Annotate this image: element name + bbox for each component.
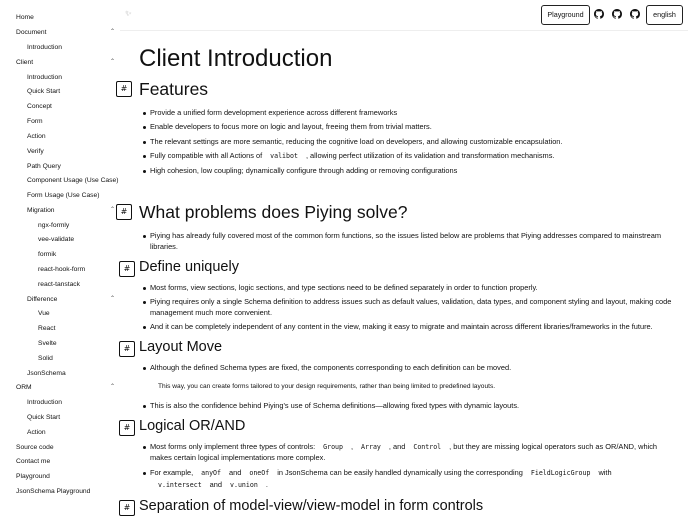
playground-button[interactable]: Playground: [541, 5, 590, 25]
sidebar-item-react-hook-form[interactable]: react-hook-form: [38, 266, 86, 273]
sidebar-item-orm-quick-start[interactable]: Quick Start: [27, 414, 61, 421]
bullet-icon: [143, 472, 146, 475]
list-item-text: , but they are missing logical operators such as OR/AND, which: [449, 442, 658, 451]
inline-code: anyOf: [201, 469, 221, 477]
inline-code: Control: [413, 443, 442, 451]
list-item-text: ,: [350, 442, 354, 451]
inline-code: FieldLogicGroup: [530, 469, 591, 477]
chevron-up-icon[interactable]: ⌃: [110, 296, 116, 302]
anchor-link-icon[interactable]: #: [116, 81, 132, 97]
sidebar-item-vue[interactable]: Vue: [38, 310, 50, 317]
list-item: Most forms, view sections, logic sections, and type sections need to be defined separately in order to function properly.: [150, 283, 538, 292]
inline-code: oneOf: [249, 469, 270, 477]
sidebar-item-component-usage[interactable]: Component Usage (Use Case): [27, 177, 119, 184]
list-item: High cohesion, low coupling; dynamically configure through adding or removing configurations: [150, 166, 458, 175]
chevron-up-icon[interactable]: ⌃: [110, 384, 116, 390]
sidebar-item-quick-start[interactable]: Quick Start: [27, 88, 61, 95]
anchor-link-icon[interactable]: #: [119, 500, 135, 516]
page-title: Client Introduction: [139, 45, 333, 72]
section-heading-features: Features: [139, 79, 209, 99]
list-item-continuation: management much more convenient.: [150, 308, 273, 317]
bullet-icon: [143, 112, 146, 115]
bullet-icon: [143, 235, 146, 238]
anchor-link-icon[interactable]: #: [116, 204, 132, 220]
sidebar-item-migration[interactable]: Migration: [27, 207, 55, 214]
bullet-icon: [143, 326, 146, 329]
sidebar-item-orm-action[interactable]: Action: [27, 429, 46, 436]
anchor-link-icon[interactable]: #: [119, 341, 135, 357]
list-item: Piying requires only a single Schema definition to address issues such as default values, validation, data types, and component styling and layout, making code: [150, 297, 672, 306]
sidebar-item-form[interactable]: Form: [27, 118, 43, 125]
chevron-up-icon[interactable]: ⌃: [110, 29, 116, 35]
chevron-up-icon[interactable]: ⌃: [110, 59, 116, 65]
list-item: Piying has already fully covered most of the common form functions, so the issues listed below are problems that Piying addresses compared to mainstream: [150, 231, 662, 240]
sidebar-item-concept[interactable]: Concept: [27, 103, 52, 110]
list-item-text: .: [265, 480, 268, 489]
list-item-text: , allowing perfect utilization of its validation and transformation mechanisms.: [305, 151, 555, 160]
section-heading-layout-move: Layout Move: [139, 339, 223, 355]
list-item: This is also the confidence behind Piying's use of Schema definitions—allowing fixed types with dynamic layouts.: [150, 401, 520, 410]
list-item-text: Fully compatible with all Actions of: [150, 151, 263, 160]
list-item-note: This way, you can create forms tailored to your design requirements, rather than being limited to predefined layouts.: [158, 383, 496, 390]
bullet-icon: [143, 367, 146, 370]
sidebar-item-document[interactable]: Document: [16, 29, 47, 36]
list-item: And it can be completely independent of any content in the view, making it easy to migrate and maintain across different libraries/frameworks in the future.: [150, 322, 653, 331]
sidebar-item-difference[interactable]: Difference: [27, 296, 58, 303]
list-item-text: For example,: [150, 468, 194, 477]
inline-code: Array: [361, 443, 381, 451]
language-button[interactable]: english: [646, 5, 683, 25]
sidebar-item-orm[interactable]: ORM: [16, 384, 32, 391]
list-item-text: Most forms only implement three types of controls:: [150, 442, 316, 451]
sidebar-item-action[interactable]: Action: [27, 133, 46, 140]
list-item-text: , and: [388, 442, 406, 451]
anchor-link-icon[interactable]: #: [119, 261, 135, 277]
list-item-continuation: [150, 479, 268, 491]
list-item-continuation: libraries.: [150, 242, 178, 251]
sidebar-item-react[interactable]: React: [38, 325, 56, 332]
list-item-text: with: [598, 468, 612, 477]
bullet-icon: [143, 126, 146, 129]
chevron-up-icon[interactable]: ⌃: [110, 207, 116, 213]
sidebar-item-source-code[interactable]: Source code: [16, 444, 54, 451]
sidebar-item-contact-me[interactable]: Contact me: [16, 458, 51, 465]
sidebar-item-solid[interactable]: Solid: [38, 355, 53, 362]
section-heading-problems: What problems does Piying solve?: [139, 202, 408, 222]
sidebar-item-client[interactable]: Client: [16, 59, 34, 66]
sidebar-item-svelte[interactable]: Svelte: [38, 340, 57, 347]
sidebar-item-jsonschema-playground[interactable]: JsonSchema Playground: [16, 488, 91, 495]
sidebar-item-verify[interactable]: Verify: [27, 148, 44, 155]
sidebar-item-ngx-formly[interactable]: ngx-formly: [38, 222, 70, 229]
sidebar-item-path-query[interactable]: Path Query: [27, 163, 61, 170]
list-item: Enable developers to focus more on logic and layout, freeing them from trivial matters.: [150, 122, 432, 131]
sidebar-item-vee-validate[interactable]: vee-validate: [38, 236, 75, 243]
sidebar-item-formik[interactable]: formik: [38, 251, 57, 258]
section-heading-separation: Separation of model-view/view-model in form controls: [139, 498, 484, 514]
section-heading-define-uniquely: Define uniquely: [139, 259, 239, 275]
list-item: Although the defined Schema types are fixed, the components corresponding to each definition can be moved.: [150, 363, 512, 372]
sidebar-item-react-tanstack[interactable]: react-tanstack: [38, 281, 80, 288]
sparkle-icon: ✨︎: [125, 9, 132, 18]
list-item-continuation: makes certain logical implementations more complex.: [150, 453, 326, 462]
section-heading-logical: Logical OR/AND: [139, 418, 246, 434]
sidebar-item-orm-introduction[interactable]: Introduction: [27, 399, 62, 406]
sidebar-item-home[interactable]: Home: [16, 14, 34, 21]
sidebar-item-client-introduction[interactable]: Introduction: [27, 74, 62, 81]
list-item: [150, 467, 612, 479]
list-item-text: and: [229, 468, 242, 477]
list-item: [150, 150, 554, 162]
list-item: The relevant settings are more semantic, reducing the cognitive load on developers, and allowing customizable encapsulation.: [150, 137, 563, 146]
inline-code: v.union: [230, 481, 258, 489]
bullet-icon: [143, 446, 146, 449]
sidebar-item-playground[interactable]: Playground: [16, 473, 50, 480]
bullet-icon: [143, 287, 146, 290]
inline-code: Group: [323, 443, 343, 451]
list-item: Provide a unified form development experience across different frameworks: [150, 108, 398, 117]
bullet-icon: [143, 301, 146, 304]
list-item-text: and: [209, 480, 223, 489]
anchor-link-icon[interactable]: #: [119, 420, 135, 436]
sidebar-item-jsonschema[interactable]: JsonSchema: [27, 370, 66, 377]
bullet-icon: [143, 141, 146, 144]
list-item-text: in JsonSchema can be easily handled dynamically using the corresponding: [277, 468, 523, 477]
bullet-icon: [143, 155, 146, 158]
sidebar-item-doc-introduction[interactable]: Introduction: [27, 44, 62, 51]
bullet-icon: [143, 405, 146, 408]
sidebar-item-form-usage[interactable]: Form Usage (Use Case): [27, 192, 100, 199]
inline-code: valibot: [270, 152, 298, 160]
inline-code: v.intersect: [158, 481, 202, 489]
bullet-icon: [143, 170, 146, 173]
